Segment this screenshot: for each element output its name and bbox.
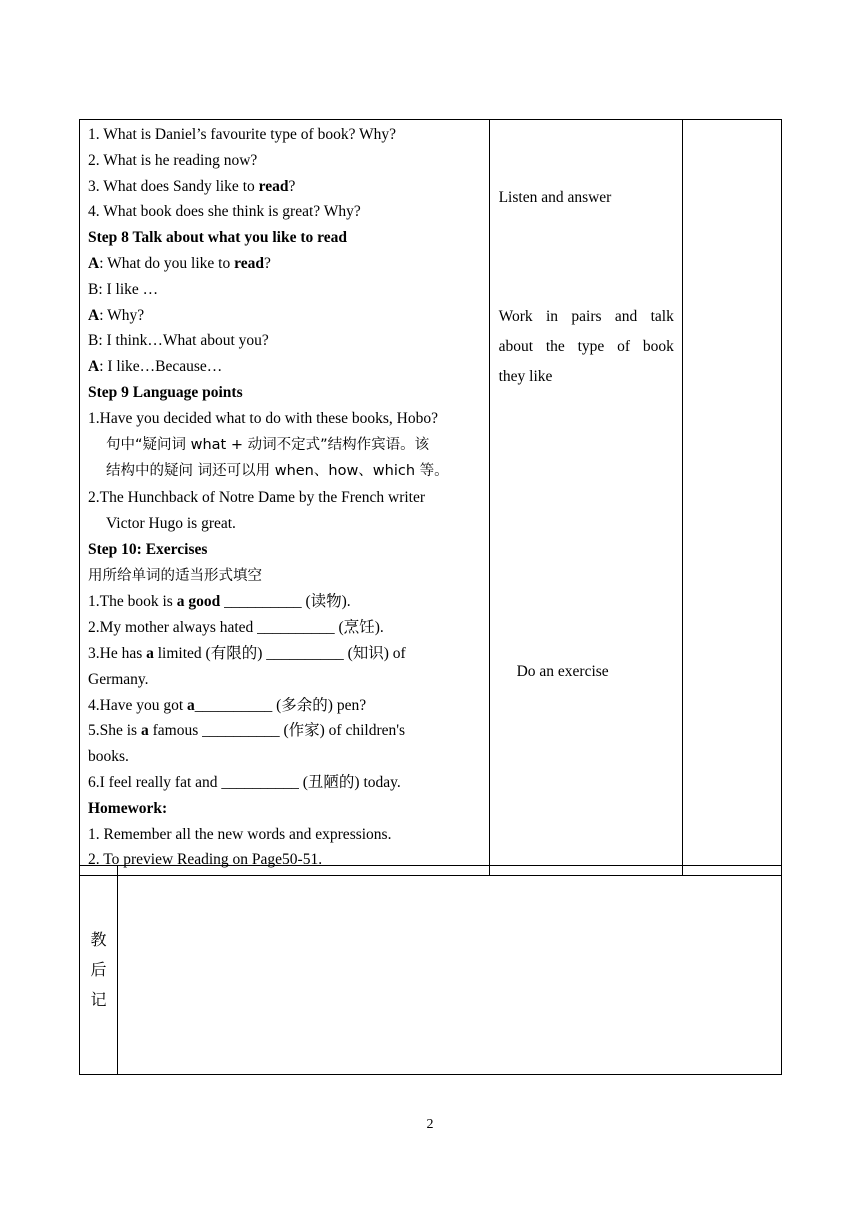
content-line bbox=[88, 251, 482, 277]
content-text: a bbox=[140, 722, 149, 740]
content-line bbox=[88, 796, 482, 822]
reflection-label-cell bbox=[80, 866, 118, 1075]
reflection-label-char: 教 bbox=[90, 930, 107, 949]
content-line bbox=[88, 537, 482, 563]
content-text: : What do you like to bbox=[99, 254, 235, 272]
content-line bbox=[88, 406, 482, 432]
content-line bbox=[88, 122, 482, 148]
content-text: a bbox=[146, 644, 154, 662]
content-text: A bbox=[88, 306, 100, 324]
content-text: Victor Hugo is great. bbox=[106, 514, 236, 532]
content-text: 4.Have you got bbox=[88, 696, 188, 714]
content-line bbox=[88, 693, 482, 719]
content-text: B: I think…What about you? bbox=[88, 332, 269, 350]
blank-cell bbox=[682, 120, 781, 876]
content-text: a bbox=[187, 696, 195, 714]
content-text: A bbox=[88, 254, 100, 272]
student-activity-cell bbox=[489, 120, 682, 876]
reflection-notes-cell bbox=[118, 866, 782, 1075]
content-text: 用所给单词的适当形式填空 bbox=[88, 567, 262, 584]
content-text: ? bbox=[263, 254, 271, 272]
reflection-label-char: 记 bbox=[90, 990, 107, 1009]
content-text: read bbox=[234, 254, 264, 272]
content-text: books. bbox=[88, 748, 129, 766]
content-text: 3.He has bbox=[88, 644, 147, 662]
content-text: limited (有限的) __________ (知识) of bbox=[153, 644, 406, 662]
content-line bbox=[88, 822, 482, 848]
content-text: 结构中的疑问 词还可以用 when、how、which 等。 bbox=[106, 463, 449, 480]
activity-pair-work bbox=[490, 302, 682, 392]
reflection-label-char: 后 bbox=[90, 960, 107, 979]
content-text: 1. Remember all the new words and expressions. bbox=[88, 825, 392, 843]
content-text: Germany. bbox=[88, 670, 149, 688]
content-text: A bbox=[88, 358, 100, 376]
content-text: a good bbox=[176, 593, 221, 611]
content-text: famous __________ (作家) of children's bbox=[148, 722, 406, 740]
content-text: __________ (读物). bbox=[220, 593, 351, 611]
activity-pair-work-line: Work in pairs and talk bbox=[498, 308, 674, 325]
content-text: 5.She is bbox=[88, 722, 141, 740]
content-text: Step 10: Exercises bbox=[88, 540, 208, 558]
content-text: 2.The Hunchback of Notre Dame by the French writer bbox=[88, 489, 426, 507]
content-line bbox=[88, 667, 482, 693]
content-text: Step 8 Talk about what you like to read bbox=[88, 229, 347, 247]
content-line bbox=[88, 718, 482, 744]
content-line bbox=[88, 380, 482, 406]
content-line bbox=[88, 328, 482, 354]
content-text: : Why? bbox=[99, 306, 145, 324]
teaching-steps-row bbox=[80, 120, 782, 876]
content-line bbox=[88, 277, 482, 303]
reflection-row bbox=[80, 866, 782, 1075]
content-text: 1.Have you decided what to do with these books, Hobo? bbox=[88, 409, 438, 427]
content-text: 6.I feel really fat and __________ (丑陋的) today. bbox=[88, 773, 401, 791]
content-line bbox=[88, 615, 482, 641]
content-text: Step 9 Language points bbox=[88, 383, 243, 401]
content-text: __________ (多余的) pen? bbox=[194, 696, 367, 714]
content-text: 2. To preview Reading on Page50-51. bbox=[88, 851, 323, 869]
content-text: 句中“疑问词 what + 动词不定式”结构作宾语。该 bbox=[106, 436, 430, 453]
reflection-label bbox=[90, 925, 108, 1015]
reflection-table bbox=[79, 865, 782, 1075]
content-text: 3. What does Sandy like to bbox=[88, 177, 259, 195]
content-text: 2. What is he reading now? bbox=[88, 151, 258, 169]
content-line bbox=[88, 174, 482, 200]
content-text: ? bbox=[288, 177, 296, 195]
content-line bbox=[88, 641, 482, 667]
content-text: read bbox=[258, 177, 289, 195]
content-line bbox=[88, 199, 482, 225]
content-line bbox=[88, 148, 482, 174]
content-text: Homework: bbox=[88, 799, 168, 817]
page-number: 2 bbox=[426, 1117, 434, 1132]
content-line bbox=[88, 511, 482, 537]
content-line bbox=[88, 458, 482, 485]
content-line bbox=[88, 354, 482, 380]
content-line bbox=[88, 303, 482, 329]
content-line bbox=[88, 563, 482, 590]
content-text: 4. What book does she think is great? Why? bbox=[88, 203, 361, 221]
lesson-plan-table bbox=[79, 119, 782, 876]
activity-pair-work-line: they like bbox=[498, 368, 553, 385]
content-line bbox=[88, 589, 482, 615]
content-text: B: I like … bbox=[88, 280, 159, 298]
content-text: 2.My mother always hated __________ (烹饪). bbox=[88, 619, 384, 637]
content-line bbox=[88, 432, 482, 459]
content-text: 1.The book is bbox=[88, 593, 177, 611]
content-line bbox=[88, 770, 482, 796]
activity-listen: Listen and answer bbox=[498, 189, 612, 206]
content-line bbox=[88, 744, 482, 770]
teaching-content bbox=[88, 122, 482, 873]
activity-exercise: Do an exercise bbox=[516, 663, 609, 680]
content-line bbox=[88, 225, 482, 251]
activity-pair-work-line: about the type of book bbox=[498, 338, 674, 355]
content-text: : I like…Because… bbox=[99, 358, 223, 376]
content-text: 1. What is Daniel’s favourite type of book? Why? bbox=[88, 126, 397, 143]
content-line bbox=[88, 485, 482, 511]
teaching-content-cell bbox=[80, 120, 490, 876]
